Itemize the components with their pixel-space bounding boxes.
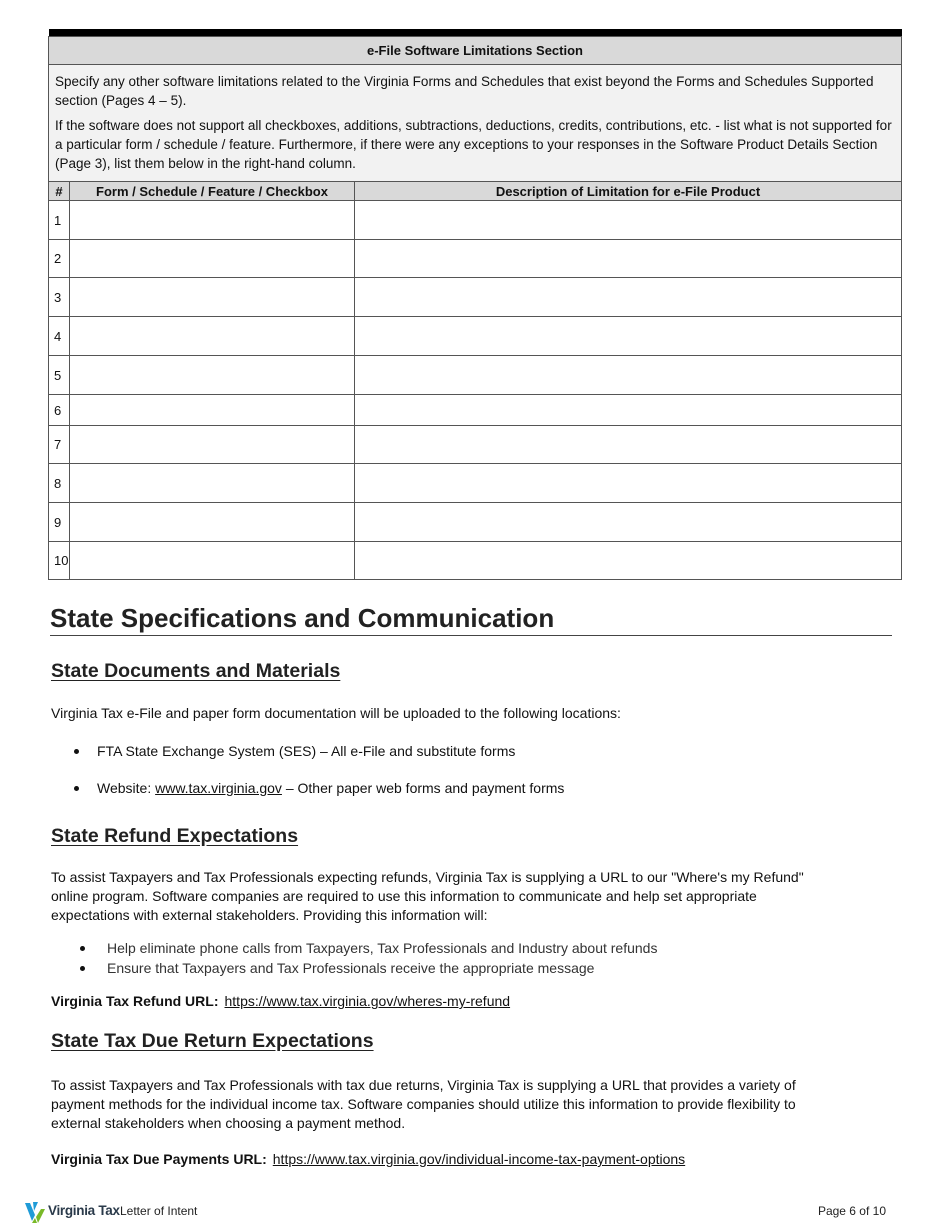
documents-bullet-website (74, 779, 564, 798)
page-section-title: State Specifications and Communication (50, 602, 892, 636)
documents-bullet-website-prefix: Website: (97, 780, 156, 796)
limitation-description-cell[interactable] (355, 278, 902, 317)
taxdue-url-line (51, 1150, 685, 1169)
form-feature-cell[interactable] (70, 395, 355, 426)
bullet-dot (74, 749, 79, 754)
form-feature-cell[interactable] (70, 542, 355, 580)
form-feature-cell[interactable] (70, 503, 355, 542)
form-feature-cell[interactable] (70, 464, 355, 503)
row-number: 7 (49, 426, 70, 464)
table-row (49, 426, 902, 464)
form-feature-cell[interactable] (70, 426, 355, 464)
limitations-table (48, 29, 902, 580)
limitations-intro-1: Specify any other software limitations related to the Virginia Forms and Schedules that exist beyond the Forms and Schedules Supported section (Pages 4 – 5). (55, 74, 874, 108)
tax-website-link[interactable]: www.tax.virginia.gov (155, 780, 282, 796)
limitation-description-cell[interactable] (355, 317, 902, 356)
form-feature-cell[interactable] (70, 240, 355, 278)
row-number: 9 (49, 503, 70, 542)
documents-bullet-ses (74, 742, 515, 761)
row-number: 8 (49, 464, 70, 503)
virginia-tax-logo-icon (24, 1199, 48, 1225)
row-number: 1 (49, 201, 70, 240)
table-row (49, 395, 902, 426)
table-row (49, 356, 902, 395)
refund-heading: State Refund Expectations (51, 825, 299, 847)
limitations-instructions (49, 65, 902, 182)
documents-heading: State Documents and Materials (51, 660, 341, 682)
taxdue-url-label: Virginia Tax Due Payments URL: (51, 1151, 267, 1167)
table-row (49, 278, 902, 317)
refund-bullet-2-text: Ensure that Taxpayers and Tax Professionals receive the appropriate message (107, 960, 595, 976)
refund-bullet-1-text: Help eliminate phone calls from Taxpayers, Tax Professionals and Industry about refunds (107, 940, 658, 956)
bullet-dot (80, 966, 85, 971)
limitation-description-cell[interactable] (355, 201, 902, 240)
refund-bullet-1 (80, 939, 657, 958)
page-footer (24, 1199, 886, 1225)
refund-bullet-2 (80, 959, 594, 978)
bullet-dot (74, 786, 79, 791)
table-top-rule (49, 29, 902, 37)
table-row (49, 503, 902, 542)
bullet-dot (80, 946, 85, 951)
limitations-intro-2: If the software does not support all checkboxes, additions, subtractions, deductions, credits, contributions, etc. - list what is not supported for a particular form / schedule / feature. Furthermore, if there were any exceptions to your responses in the Software Product Details Section (Page 3), list them below in the right-hand column. (55, 118, 892, 171)
row-number: 5 (49, 356, 70, 395)
limitation-description-cell[interactable] (355, 356, 902, 395)
taxdue-url-link[interactable]: https://www.tax.virginia.gov/individual-income-tax-payment-options (272, 1151, 686, 1167)
footer-page-number: Page 6 of 10 (817, 1204, 886, 1218)
taxdue-heading: State Tax Due Return Expectations (51, 1030, 374, 1052)
refund-url-line (51, 992, 510, 1011)
documents-intro: Virginia Tax e-File and paper form documentation will be uploaded to the following locations: (51, 705, 621, 721)
row-number: 10 (49, 542, 70, 580)
footer-brand: Virginia Tax (48, 1203, 120, 1218)
table-row (49, 201, 902, 240)
limitations-header-row (49, 182, 902, 201)
row-number: 6 (49, 395, 70, 426)
limitation-description-cell[interactable] (355, 426, 902, 464)
row-number: 3 (49, 278, 70, 317)
form-feature-cell[interactable] (70, 356, 355, 395)
taxdue-body: To assist Taxpayers and Tax Professionals with tax due returns, Virginia Tax is supplying a URL that provides a variety of payment methods for the individual income tax. Software companies should utilize this information to provide flexibility to external stakeholders when choosing a payment method. (51, 1077, 796, 1131)
documents-bullet-website-suffix: – Other paper web forms and payment forms (281, 780, 565, 796)
table-row (49, 542, 902, 580)
footer-document-title: Letter of Intent (120, 1204, 198, 1218)
form-feature-cell[interactable] (70, 278, 355, 317)
refund-url-link[interactable]: https://www.tax.virginia.gov/wheres-my-refund (224, 993, 511, 1009)
documents-bullet-ses-text: FTA State Exchange System (SES) – All e-File and substitute forms (97, 743, 516, 759)
col-header-form: Form / Schedule / Feature / Checkbox (70, 182, 355, 201)
limitations-section-title: e-File Software Limitations Section (49, 37, 902, 65)
limitation-description-cell[interactable] (355, 240, 902, 278)
refund-body: To assist Taxpayers and Tax Professionals expecting refunds, Virginia Tax is supplying a URL to our "Where's my Refund" online program. Software companies are required to use this information to communicate and help set appropriate expectations with external stakeholders. Providing this information will: (51, 869, 804, 923)
limitation-description-cell[interactable] (355, 395, 902, 426)
table-row (49, 464, 902, 503)
limitation-description-cell[interactable] (355, 542, 902, 580)
col-header-description: Description of Limitation for e-File Product (355, 182, 902, 201)
table-row (49, 317, 902, 356)
limitation-description-cell[interactable] (355, 464, 902, 503)
refund-url-label: Virginia Tax Refund URL: (51, 993, 219, 1009)
row-number: 4 (49, 317, 70, 356)
form-feature-cell[interactable] (70, 317, 355, 356)
col-header-number: # (49, 182, 70, 201)
row-number: 2 (49, 240, 70, 278)
table-row (49, 240, 902, 278)
form-feature-cell[interactable] (70, 201, 355, 240)
limitation-description-cell[interactable] (355, 503, 902, 542)
